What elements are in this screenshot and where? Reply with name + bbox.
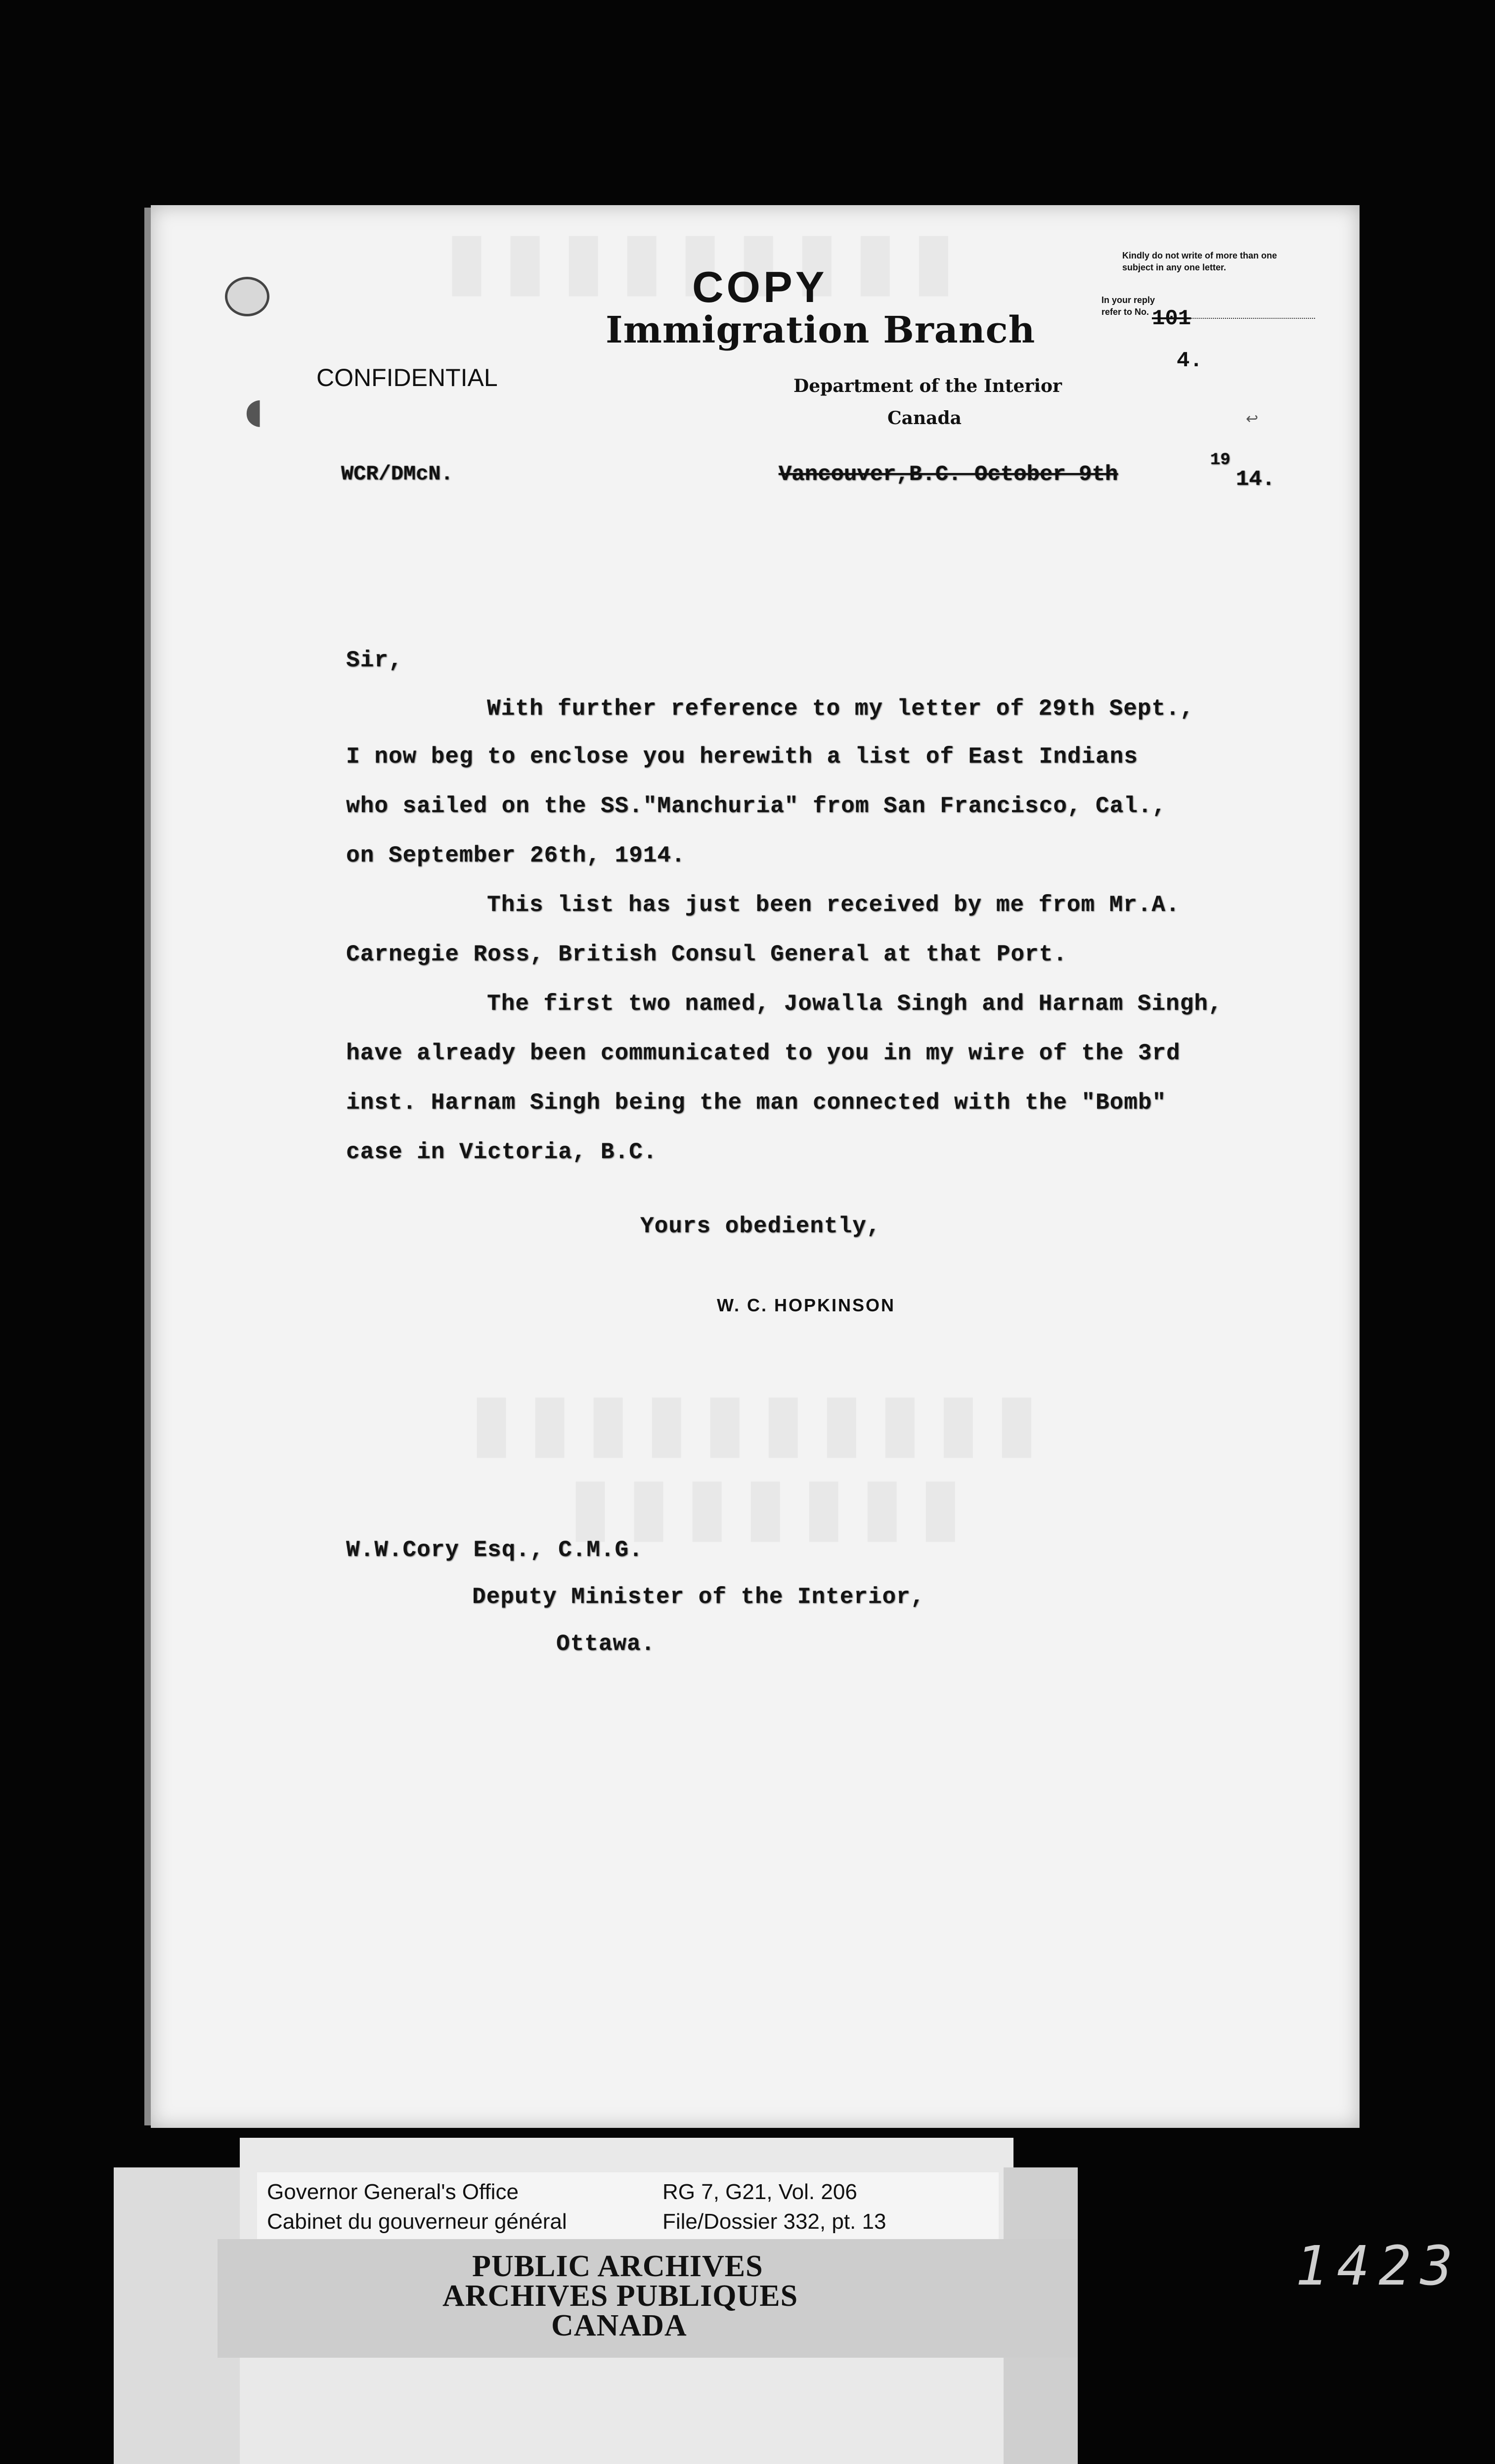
place-date: Vancouver,B.C. October 9th [779, 462, 1118, 487]
archive-office-en: Governor General's Office [267, 2180, 519, 2204]
body-line: Carnegie Ross, British Consul General at that Port. [346, 942, 1067, 967]
public-archives-label: PUBLIC ARCHIVES [472, 2249, 763, 2283]
pen-mark: ↩ [1246, 410, 1259, 428]
body-line: With further reference to my letter of 29th Sept., [487, 696, 1194, 722]
signature-name: W. C. HOPKINSON [717, 1295, 896, 1315]
salutation: Sir, [346, 648, 403, 673]
branch-title: Immigration Branch [606, 309, 1036, 351]
file-number: 101 [1152, 306, 1191, 331]
body-line: The first two named, Jowalla Singh and Harnam Singh, [487, 991, 1223, 1017]
reply-note-line-1: In your reply [1101, 295, 1155, 305]
reference-initials: WCR/DMcN. [341, 462, 453, 486]
instruction-note: Kindly do not write of more than one subject in any one letter. [1122, 251, 1277, 272]
archive-office-fr: Cabinet du gouverneur général [267, 2209, 567, 2234]
year-suffix: 14. [1236, 467, 1275, 492]
closing: Yours obediently, [640, 1213, 881, 1239]
recipient-name: W.W.Cory Esq., C.M.G. [346, 1537, 643, 1563]
archive-ref-volume: RG 7, G21, Vol. 206 [662, 2180, 857, 2204]
confidential-stamp: CONFIDENTIAL [316, 364, 498, 391]
letter-sheet [151, 205, 1360, 2128]
body-line: This list has just been received by me from Mr.A. [487, 892, 1180, 918]
reference-number: 4. [1177, 348, 1203, 373]
canada-label: CANADA [551, 2309, 687, 2342]
reply-note [1101, 294, 1155, 318]
year-prefix: 19 [1210, 451, 1231, 470]
frame-number: 1423 [1295, 2234, 1462, 2297]
bleed-through-mark [470, 1374, 1053, 1467]
body-line: case in Victoria, B.C. [346, 1139, 658, 1165]
reply-note-line-2: refer to No. [1101, 307, 1149, 317]
body-line: have already been communicated to you in my wire of the 3rd [346, 1040, 1181, 1066]
recipient-city: Ottawa. [556, 1631, 656, 1657]
punch-hole [225, 277, 269, 316]
department-name: Department of the Interior [793, 376, 1062, 396]
copy-stamp: COPY [692, 262, 828, 311]
body-line: inst. Harnam Singh being the man connected with the "Bomb" [346, 1090, 1167, 1116]
punch-hole-mark: ◖ [245, 390, 263, 431]
archive-ref-file: File/Dossier 332, pt. 13 [662, 2209, 886, 2234]
recipient-title: Deputy Minister of the Interior, [472, 1584, 925, 1610]
body-line: who sailed on the SS."Manchuria" from San Francisco, Cal., [346, 793, 1167, 819]
archives-publiques-label: ARCHIVES PUBLIQUES [442, 2279, 798, 2313]
body-line: I now beg to enclose you herewith a list of East Indians [346, 744, 1138, 770]
body-line: on September 26th, 1914. [346, 843, 686, 868]
country-name: Canada [887, 408, 962, 429]
